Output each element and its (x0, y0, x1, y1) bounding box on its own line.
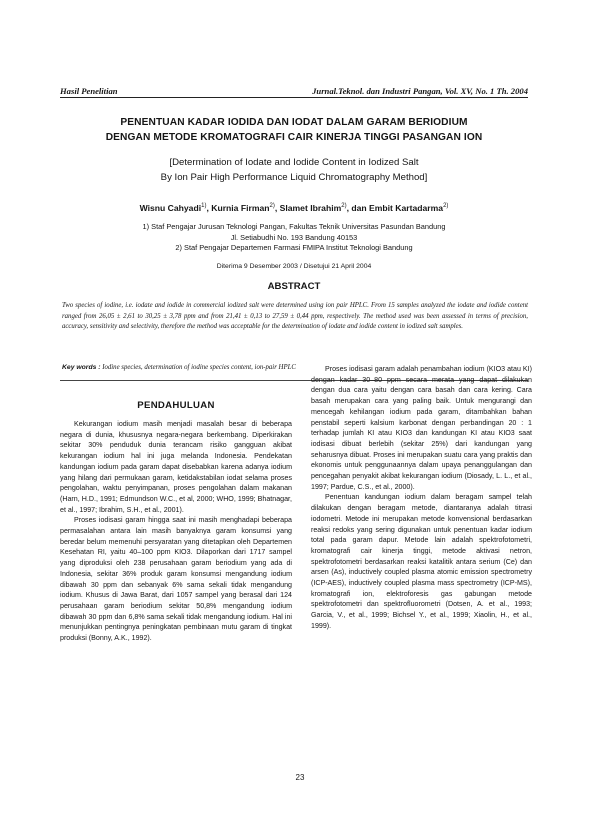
paper-title (60, 115, 528, 145)
right-column (311, 364, 532, 632)
abstract-heading: ABSTRACT (267, 281, 321, 292)
author-affil-mark: 1) (201, 203, 207, 210)
author-name: Wisnu Cahyadi (139, 203, 202, 213)
header-rule (60, 97, 528, 98)
keywords-text: Iodine species, determination of iodine species content, ion-pair HPLC (102, 364, 296, 371)
subtitle-line: By Ion Pair High Performance Liquid Chromatography Method] (160, 172, 428, 183)
running-header-section: Hasil Penelitian (60, 86, 118, 96)
author-list: Wisnu Cahyadi$^{1)}$, Kurnia Firman$^{2)}$, Slamet Ibrahim$^{2)}$, dan Embit Kartadarma$^{2)}$ (139, 203, 449, 213)
author-name: dan Embit Kartadarma (351, 203, 444, 213)
left-column (60, 419, 292, 644)
body-paragraph: Proses iodisasi garam adalah penambahan iodium (KIO3 atau KI) dengan kadar 30–80 ppm secara merata yang dapat dilakukan dengan dua cara yaitu dengan cara basah dan cara kering. Cara basah merupakan cara yang paling baik. Untuk mengurangi dan mencegah kehilangan iodium pada garam, ditambahkan bahan penstabil seperti kalsium karbonat dengan perbandingan 20 : 1 terhadap jumlah KI atau KIO3 dan kandungan KI atau KIO3 saat iodisasi dibuat berlebih (sekitar 25%) dari kandungan yang seharusnya dibuat. Proses ini merupakan suatu cara yang praktis dan ekonomis untuk penggunaannya dalam upaya penanggulangan dan pencegahan penyakit akibat kekurangan iodium (Diosady, L. L., et al., 1997; Pardue, C.S., et al., 2000). (311, 365, 532, 491)
author-name: Slamet Ibrahim (279, 203, 342, 213)
paper-subtitle (60, 155, 528, 185)
title-line: PENENTUAN KADAR IODIDA DAN IODAT DALAM GARAM BERIODIUM (120, 117, 468, 128)
affiliation-line: 2) Staf Pengajar Departemen Farmasi FMIPA Institut Teknologi Bandung (175, 243, 413, 252)
received-accepted-dates: Diterima 9 Desember 2003 / Disetujui 21 April 2004 (216, 263, 372, 270)
section-heading: PENDAHULUAN (137, 400, 215, 411)
keywords-label: Key words : (62, 364, 101, 371)
subtitle-line: [Determination of Iodate and Iodide Content in Iodized Salt (169, 157, 419, 168)
author-name: Kurnia Firman (211, 203, 270, 213)
affiliations (60, 222, 528, 254)
author-affil-mark: 2) (341, 203, 347, 210)
body-paragraph: Proses iodisasi garam hingga saat ini masih menghadapi beberapa permasalahan antara lain masih banyaknya garam konsumsi yang beredar belum memenuhi persyaratan yang ditetapkan oleh Departemen Kesehatan RI, yaitu 40–100 ppm KIO3. Dilaporkan dari 1717 sampel yang diproduksi oleh 238 perusahaan garam beriodium yang ada di Indonesia, sekitar 36% produk garam konsumsi mengandung iodium dibawah 30 ppm dan sebanyak 6% sama sekali tidak mengandung iodium. Khusus di Jawa Barat, dari 1057 sampel yang berasal dari 124 perusahaan garam beriodium sekitar 50,8% mengandung iodium dibawah 30 ppm dan 6,8% sama sekali tidak mengandung iodium. Hal ini menunjukkan pentingnya peningkatan pembinaan mutu garam di tingkat produksi (Bonny, A.K., 1992). (60, 516, 292, 643)
author-affil-mark: 2) (443, 203, 449, 210)
page-number: 23 (295, 773, 305, 782)
affiliation-line: Jl. Setiabudhi No. 193 Bandung 40153 (230, 232, 358, 242)
running-header-journal: Jurnal.Teknol. dan Industri Pangan, Vol. XV, No. 1 Th. 2004 (312, 86, 528, 96)
affiliation-line: 1) Staf Pengajar Jurusan Teknologi Pangan, Fakultas Teknik Universitas Pasundan Bandung (142, 222, 446, 231)
body-paragraph: Kekurangan iodium masih menjadi masalah besar di beberapa negara di dunia, khususnya negara-negara berkembang. Diperkirakan sekitar 30% penduduk dunia terancam risiko gangguan akibat kekurangan iodium hal ini juga melanda Indonesia. Pendekatan kandungan iodium pada garam dapat disebabkan karena adanya iodium yang hilang dari permukaan garam, ketidakstabilan iodat selama proses pengolahan, waktu penyimpanan, proses pengolahan dalam makanan (Harn, H.D., 1991; Edmundson W.C., et al, 2000; WHO, 1999; Bhatnagar, et al., 1997; Ibrahim, S.H., et al., 2001). (60, 420, 292, 514)
author-affil-mark: 2) (269, 203, 275, 210)
body-paragraph: Penentuan kandungan iodium dalam beragam sampel telah dilakukan dengan beragam metode, diantaranya adalah titrasi iodometri. Metode ini merupakan metode konvensional berdasarkan reaksi redoks yang sering digunakan untuk penentuan kadar iodium total pada garam dapur. Metode lain adalah spektrofotometri, kromatografi cair kinerja tinggi, metode aktivasi netron, spektrofotometri berdasarkan reaksi katalitik antara serium (Ce) dan arsen (As), inductively coupled plasma atomic emission spectrometry (ICP-AES), inductively coupled plasma mass spectrometry (ICP-MS), kromatografi ion, elektroforesis gas gabungan metode spektrofotometri dan spektrofluorometri (Dotsen, A. et al., 1993; Garcia, V., et al., 1999; Bichsel Y., et al., 1999; Xiaolin, H., et al., 1999). (311, 493, 532, 630)
abstract-body: Two species of iodine, i.e. iodate and iodide in commercial iodized salt were determined using ion pair HPLC. From 15 samples analyzed the iodate and iodide content ranged from 26,05 ± 2,61 to 30,25 ± 3,78 ppm and from 21,41 ± 0,13 to 27,59 ± 0,44 ppm, respectively. The method used was been assessed in terms of precision, accuracy, sensitivity and selectivity, therefore the method was acceptable for the determination of iodate and iodide content in iodized salt samples. (62, 302, 528, 331)
title-line: DENGAN METODE KROMATOGRAFI CAIR KINERJA TINGGI PASANGAN ION (105, 132, 483, 143)
